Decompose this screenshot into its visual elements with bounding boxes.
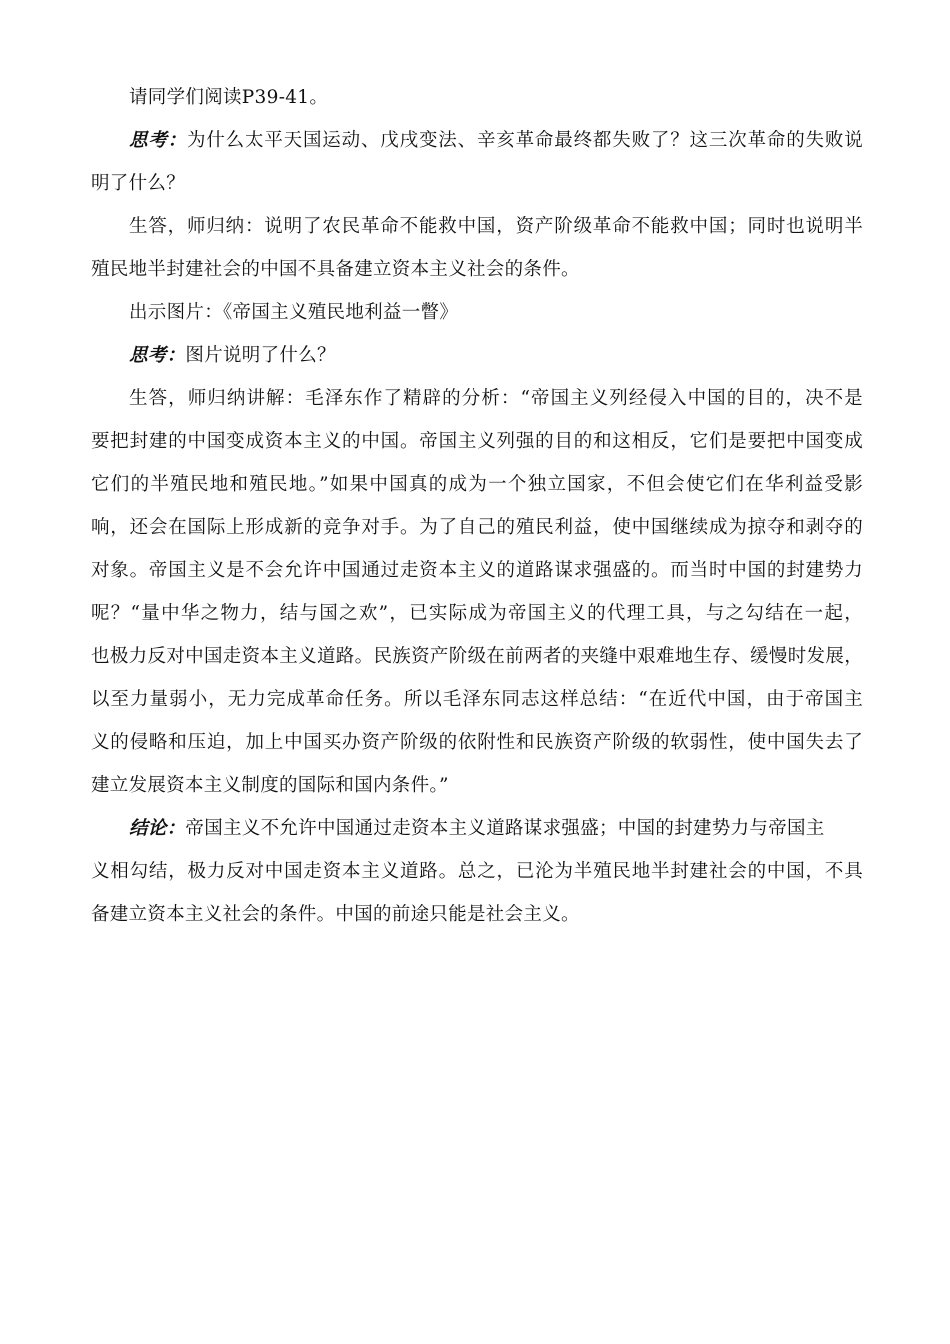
line-text: 呢？“量中华之物力，结与国之欢”，已实际成为帝国主义的代理工具，与之勾结在一起， xyxy=(91,603,863,624)
line-text: 建立发展资本主义制度的国际和国内条件。” xyxy=(91,775,449,796)
conclusion-cont xyxy=(91,903,863,927)
line-text: 生答，师归纳讲解：毛泽东作了精辟的分析：“帝国主义列经侵入中国的目的，决不是 xyxy=(129,388,863,409)
answer-2-cont xyxy=(91,645,863,669)
line-text: 义的侵略和压迫，加上中国买办资产阶级的依附性和民族资产阶级的软弱性，使中国失去了 xyxy=(91,732,863,753)
conclusion xyxy=(91,817,863,841)
reading-instruction xyxy=(91,86,863,110)
answer-2-cont xyxy=(91,473,863,497)
line-text: 为什么太平天国运动、戊戌变法、辛亥革命最终都失败了？这三次革命的失败说 xyxy=(187,130,863,151)
line-text: 义相勾结，极力反对中国走资本主义道路。总之，已沦为半殖民地半封建社会的中国，不具 xyxy=(91,861,863,882)
answer-2 xyxy=(91,387,863,411)
document-body xyxy=(91,86,863,946)
answer-1 xyxy=(91,215,863,239)
conclusion-cont xyxy=(91,860,863,884)
think-question-1 xyxy=(91,129,863,153)
line-text: 帝国主义不允许中国通过走资本主义道路谋求强盛；中国的封建势力与帝国主 xyxy=(185,818,825,839)
answer-1-cont xyxy=(91,258,863,282)
line-text: 对象。帝国主义是不会允许中国通过走资本主义的道路谋求强盛的。而当时中国的封建势力 xyxy=(91,560,863,581)
think-question-1-cont xyxy=(91,172,863,196)
answer-2-cont xyxy=(91,516,863,540)
answer-2-cont xyxy=(91,430,863,454)
think-question-2 xyxy=(91,344,863,368)
line-text: 也极力反对中国走资本主义道路。民族资产阶级在前两者的夹缝中艰难地生存、缓慢时发展， xyxy=(91,646,863,667)
conclusion-keyword: 结论： xyxy=(129,818,186,839)
line-text: 出示图片：《帝国主义殖民地利益一瞥》 xyxy=(129,302,459,323)
line-text: 请同学们阅读P39-41。 xyxy=(129,87,329,108)
answer-2-cont xyxy=(91,602,863,626)
answer-2-cont xyxy=(91,731,863,755)
line-text: 它们的半殖民地和殖民地。”如果中国真的成为一个独立国家，不但会使它们在华利益受影 xyxy=(91,474,863,495)
answer-2-cont xyxy=(91,774,863,798)
think-keyword: 思考： xyxy=(129,345,186,366)
answer-2-cont xyxy=(91,559,863,583)
answer-2-cont xyxy=(91,688,863,712)
line-text: 备建立资本主义社会的条件。中国的前途只能是社会主义。 xyxy=(91,904,580,925)
line-text: 明了什么？ xyxy=(91,173,186,194)
line-text: 响，还会在国际上形成新的竞争对手。为了自己的殖民利益，使中国继续成为掠夺和剥夺的 xyxy=(91,517,863,538)
line-text: 图片说明了什么？ xyxy=(185,345,336,366)
line-text: 以至力量弱小，无力完成革命任务。所以毛泽东同志这样总结：“在近代中国，由于帝国主 xyxy=(91,689,863,710)
think-keyword: 思考： xyxy=(129,130,187,151)
line-text: 生答，师归纳：说明了农民革命不能救中国，资产阶级革命不能救中国；同时也说明半 xyxy=(129,216,863,237)
show-picture xyxy=(91,301,863,325)
line-text: 要把封建的中国变成资本主义的中国。帝国主义列强的目的和这相反，它们是要把中国变成 xyxy=(91,431,863,452)
line-text: 殖民地半封建社会的中国不具备建立资本主义社会的条件。 xyxy=(91,259,580,280)
